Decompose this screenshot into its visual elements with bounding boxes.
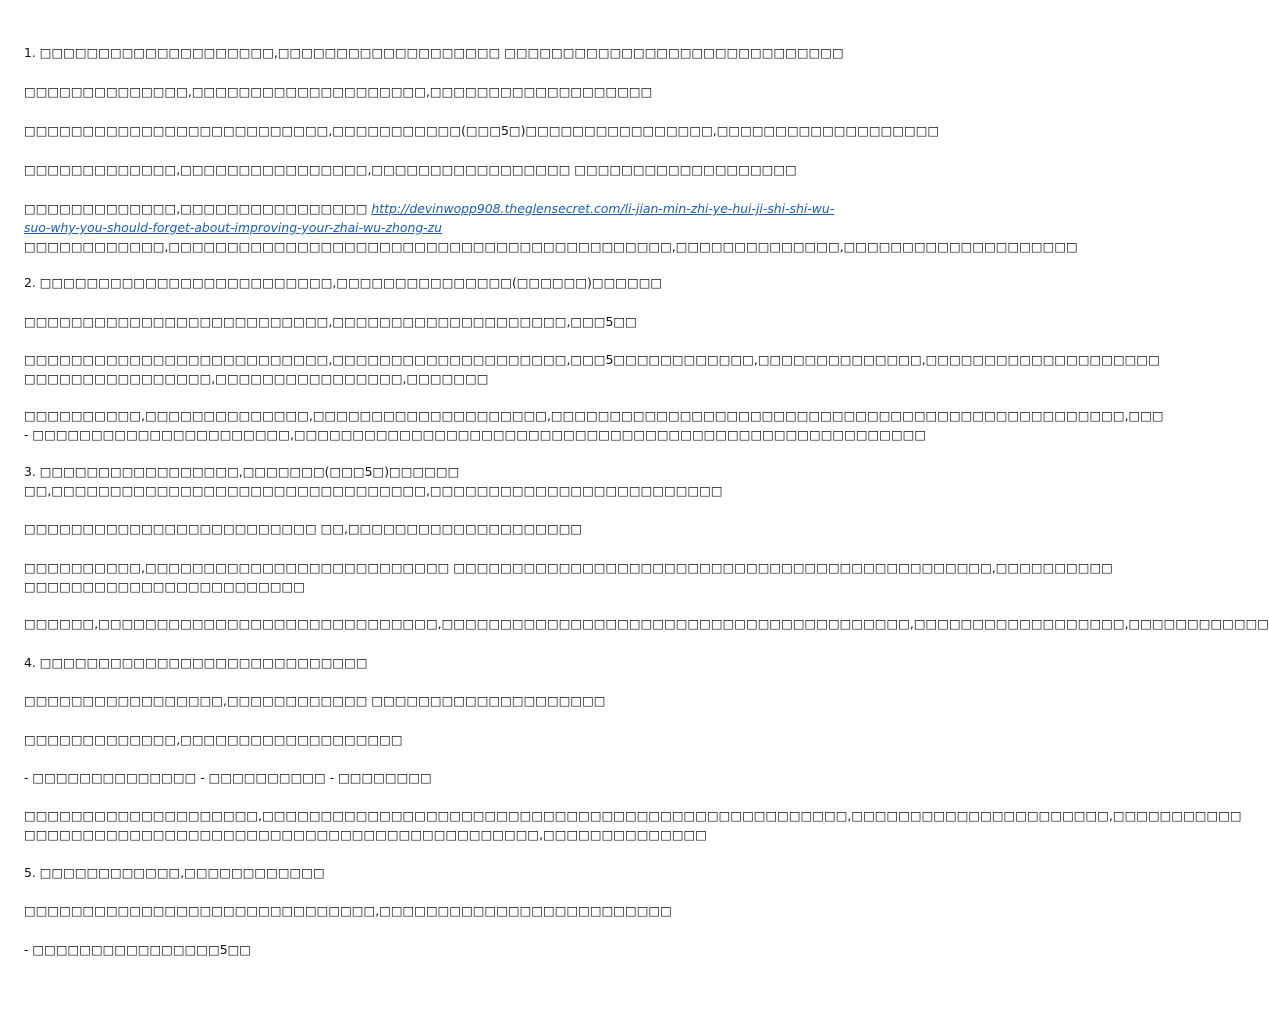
paragraph-line: 2. □□□□□□□□□□□□□□□□□□□□□□□□□,□□□□□□□□□□□□□□□(□□□□□□)□□□□□□ [24,275,663,290]
paragraph-13 [24,730,696,749]
paragraph-text: □□□□□□□□□□□□□,□□□□□□□□□□□□□□□□ [24,201,372,216]
paragraph-line: 4. □□□□□□□□□□□□□□□□□□□□□□□□□□□□ [24,655,368,670]
paragraph-3 [24,121,940,140]
paragraph-line [24,218,696,237]
paragraph-list-2 [24,940,696,959]
paragraph-1 [24,43,844,62]
paragraph-6 [24,312,696,331]
paragraph-7 [24,350,1160,388]
paragraph-line: □□□□□□□□□□□□□□□□□□□□□□□□□□□□□□□□□□□□□□□□□□□□,□□□□□□□□□□□□□□ [24,827,707,842]
paragraph-line: □□□□□□□□□□□□□□□□□□□□□□□□ [24,579,305,594]
paragraph-section-3-heading [24,462,723,500]
paragraph-line: □□□□□□□□□□□□□□□□□□□□□□□□□ □□,□□□□□□□□□□□□□□□□□□□□ [24,521,583,536]
paragraph-line: - □□□□□□□□□□□□□□□□□□□□□□,□□□□□□□□□□□□□□□□□□□□□□□□□□□□□□□□□□□□□□□□□□□□□□□□□□□□□□ [24,427,927,442]
paragraph-line: 5. □□□□□□□□□□□□,□□□□□□□□□□□□ [24,865,325,880]
paragraph-line: □□□□□□□□□□□□□□□□□,□□□□□□□□□□□□ □□□□□□□□□□□□□□□□□□□□ [24,693,606,708]
paragraph-line: □□□□□□□□□□□□□,□□□□□□□□□□□□□□□□,□□□□□□□□□□□□□□□□□ □□□□□□□□□□□□□□□□□□□ [24,162,797,177]
paragraph-line: □□□□□□□□□□□□□,□□□□□□□□□□□□□□□□□□□ [24,732,403,747]
paragraph-line: □□□□□□□□□□□□□□□□□□□□□□□□□□,□□□□□□□□□□□□□□□□□□□□,□□□5□□ [24,314,637,329]
article-link-continued[interactable]: suo-why-you-should-forget-about-improving-your-zhai-wu-zhong-zu [24,220,443,235]
paragraph-line: □□□□□□□□□□□□□□□□□□□□□□□□□□□□□□,□□□□□□□□□□□□□□□□□□□□□□□□□ [24,903,672,918]
paragraph-11 [24,614,1269,633]
paragraph-line: □□□□□□□□□□□□□□□□□□□□,□□□□□□□□□□□□□□□□□□□□□□□□□□□□□□□□□□□□□□□□□□□□□□□□□□,□□□□□□□□□□□□□□□□□□□□□□,□□□□□□□□□□□ [24,808,1242,823]
paragraph-line [24,199,835,218]
paragraph-line: - □□□□□□□□□□□□□□□□5□□ [24,942,252,957]
article-link[interactable]: http://devinwopp908.theglensecret.com/li-jian-min-zhi-ye-hui-ji-shi-shi-wu- [371,201,835,216]
paragraph-2 [24,82,696,101]
paragraph-8 [24,406,1164,444]
paragraph-line: □□□□□□□□□□□□□□□□,□□□□□□□□□□□□□□□□,□□□□□□□ [24,371,489,386]
paragraph-line: □□□□□□□□□□□□,□□□□□□□□□□□□□□□□□□□□□□□□□□□□□□□□□□□□□□□□□□□,□□□□□□□□□□□□□□,□□□□□□□□□□□□□□□□□□□□ [24,239,1078,254]
paragraph-section-5-heading [24,863,696,882]
paragraph-12 [24,691,696,710]
paragraph-line: 1. □□□□□□□□□□□□□□□□□□□□,□□□□□□□□□□□□□□□□□□□ □□□□□□□□□□□□□□□□□□□□□□□□□□□□□ [24,45,844,60]
paragraph-line: □□□□□□□□□□□□□□□□□□□□□□□□□□,□□□□□□□□□□□□□□□□□□□□,□□□5□□□□□□□□□□□□,□□□□□□□□□□□□□□,□□□□□□□□□□□□□□□□□□□□ [24,352,1160,367]
paragraph-section-2-heading [24,273,696,292]
paragraph-list [24,768,696,787]
paragraph-line: □□□□□□□□□□,□□□□□□□□□□□□□□□□□□□□□□□□□□ □□□□□□□□□□□□□□□□□□□□□□□□□□□□□□□□□□□□□□□□□□□□□□,□□□□□□□□□□ [24,560,1113,575]
paragraph-15 [24,901,696,920]
paragraph-line: - □□□□□□□□□□□□□□ - □□□□□□□□□□ - □□□□□□□□ [24,770,432,785]
paragraph-line: □□□□□□□□□□□□□□□□□□□□□□□□□□,□□□□□□□□□□□(□□□5□)□□□□□□□□□□□□□□□□,□□□□□□□□□□□□□□□□□□□ [24,123,940,138]
paragraph-4 [24,160,797,179]
paragraph-line: □□,□□□□□□□□□□□□□□□□□□□□□□□□□□□□□□□□,□□□□□□□□□□□□□□□□□□□□□□□□□ [24,483,723,498]
paragraph-section-4-heading [24,653,696,672]
paragraph-9 [24,519,696,538]
paragraph-14 [24,806,1242,844]
paragraph-5 [24,199,1078,256]
paragraph-line: □□□□□□,□□□□□□□□□□□□□□□□□□□□□□□□□□□□□,□□□□□□□□□□□□□□□□□□□□□□□□□□□□□□□□□□□□□□□□,□□□□□□□□□□□□□□□□□□,□□□□□□□□□□□□ [24,616,1269,631]
paragraph-line: □□□□□□□□□□,□□□□□□□□□□□□□□,□□□□□□□□□□□□□□□□□□□□,□□□□□□□□□□□□□□□□□□□□□□□□□□□□□□□□□□□□□□□□□□□□□□□□□,□□□ [24,408,1164,423]
paragraph-line: 3. □□□□□□□□□□□□□□□□□,□□□□□□□(□□□5□)□□□□□□ [24,464,460,479]
paragraph-10 [24,558,1113,596]
paragraph-line: □□□□□□□□□□□□□□,□□□□□□□□□□□□□□□□□□□□,□□□□□□□□□□□□□□□□□□□ [24,84,653,99]
